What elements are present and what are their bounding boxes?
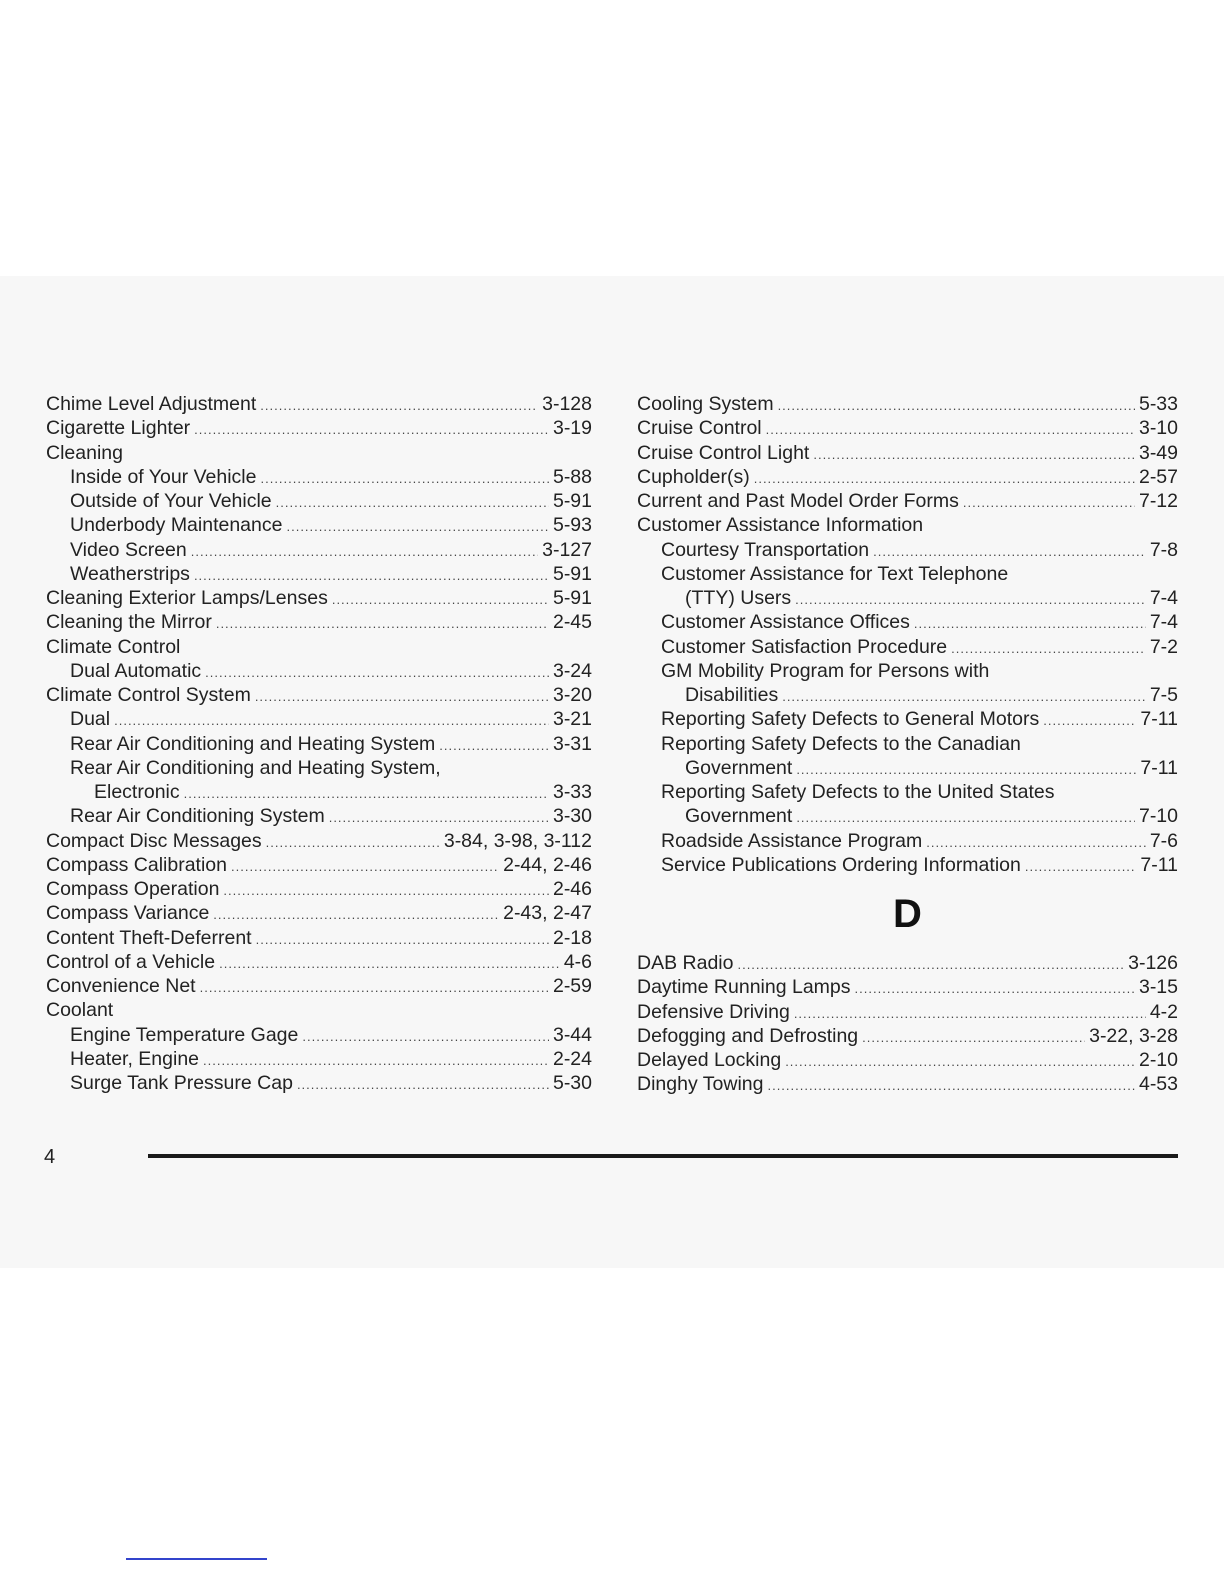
entry-page-reference: 3-126 — [1128, 952, 1178, 974]
index-entry — [46, 513, 592, 537]
entry-term: Underbody Maintenance — [70, 514, 283, 537]
entry-term: Defogging and Defrosting — [637, 1024, 859, 1047]
entry-term: Customer Assistance for Text Telephone — [661, 562, 1009, 585]
entry-page-reference: 3-30 — [552, 805, 592, 828]
entry-term: Cleaning — [46, 441, 123, 464]
index-entry — [637, 1048, 1178, 1072]
entry-term: Dual — [70, 708, 111, 731]
index-entry — [46, 732, 592, 756]
dot-leader — [203, 1049, 549, 1073]
dot-leader — [1043, 709, 1136, 733]
index-group-c — [637, 392, 1178, 877]
index-entry — [637, 416, 1178, 440]
dot-leader — [219, 952, 560, 976]
dot-leader — [767, 1074, 1135, 1098]
entry-page-reference: 2-45 — [552, 611, 592, 634]
dot-leader — [216, 612, 549, 636]
entry-page-reference: 5-91 — [552, 587, 592, 609]
dot-leader — [796, 806, 1135, 830]
dot-leader — [297, 1073, 549, 1097]
index-entry — [637, 780, 1178, 804]
index-entry — [637, 1024, 1178, 1048]
entry-term: Cleaning the Mirror — [46, 611, 212, 634]
entry-page-reference: 4-2 — [1149, 1000, 1178, 1023]
index-entry — [46, 901, 592, 925]
entry-term: Roadside Assistance Program — [661, 829, 923, 852]
entry-page-reference: 3-19 — [552, 417, 592, 440]
index-entry — [46, 441, 592, 465]
index-entry — [637, 659, 1178, 683]
index-entry — [46, 974, 592, 998]
index-entry — [46, 829, 592, 853]
dot-leader — [231, 855, 499, 879]
index-entry — [637, 853, 1178, 877]
dot-leader — [213, 903, 499, 927]
entry-term: Climate Control System — [46, 684, 251, 706]
index-entry — [46, 804, 592, 828]
index-entry — [637, 513, 1178, 537]
index-entry — [46, 562, 592, 586]
dot-leader — [260, 467, 548, 491]
entry-term: (TTY) Users — [685, 587, 792, 609]
entry-term: Compass Calibration — [46, 853, 227, 876]
entry-term: Compass Variance — [46, 902, 210, 925]
entry-page-reference: 7-4 — [1149, 587, 1178, 609]
entry-term: Surge Tank Pressure Cap — [70, 1072, 293, 1094]
entry-term: Current and Past Model Order Forms — [637, 490, 959, 512]
entry-page-reference: 5-88 — [552, 465, 592, 488]
entry-term: Customer Satisfaction Procedure — [661, 635, 948, 658]
entry-term: Daytime Running Lamps — [637, 976, 851, 999]
entry-term: DAB Radio — [637, 952, 734, 974]
entry-page-reference: 3-127 — [542, 538, 592, 561]
entry-page-reference: 4-6 — [563, 950, 592, 973]
page-number: 4 — [44, 1146, 56, 1168]
dot-leader — [256, 928, 549, 952]
index-entry — [637, 538, 1178, 562]
dot-leader — [260, 394, 538, 418]
dot-leader — [302, 1025, 549, 1049]
index-entry — [637, 392, 1178, 416]
entry-page-reference: 3-21 — [552, 708, 592, 731]
index-entry — [46, 756, 592, 780]
index-column-left — [46, 392, 592, 1095]
dot-leader — [194, 564, 549, 588]
entry-term: Rear Air Conditioning System — [70, 805, 325, 828]
entry-page-reference: 2-24 — [552, 1047, 592, 1070]
dot-leader — [737, 953, 1124, 977]
entry-term: Rear Air Conditioning and Heating System — [70, 732, 436, 755]
dot-leader — [266, 831, 440, 855]
index-entry — [637, 610, 1178, 634]
dot-leader — [873, 540, 1146, 564]
entry-term: Cruise Control Light — [637, 441, 810, 464]
index-entry — [637, 586, 1178, 610]
entry-term: Dinghy Towing — [637, 1073, 764, 1096]
entry-page-reference: 2-44, 2-46 — [503, 853, 592, 876]
entry-page-reference: 5-30 — [552, 1072, 592, 1094]
entry-term: Video Screen — [70, 538, 187, 561]
entry-term: Cooling System — [637, 393, 774, 415]
entry-page-reference: 4-53 — [1138, 1073, 1178, 1096]
dot-leader — [191, 540, 538, 564]
index-entry — [637, 804, 1178, 828]
dot-leader — [184, 782, 549, 806]
entry-term: Electronic — [94, 781, 180, 803]
entry-page-reference: 7-11 — [1140, 853, 1178, 876]
entry-page-reference: 5-91 — [552, 562, 592, 585]
entry-page-reference: 5-33 — [1138, 393, 1178, 415]
entry-term: Government — [685, 756, 793, 779]
dot-leader — [951, 637, 1146, 661]
entry-term: Cleaning Exterior Lamps/Lenses — [46, 587, 328, 609]
index-entry — [46, 538, 592, 562]
index-entry — [46, 780, 592, 804]
entry-page-reference: 2-43, 2-47 — [503, 902, 592, 925]
index-entry — [46, 877, 592, 901]
index-entry — [46, 610, 592, 634]
index-entry — [46, 998, 592, 1022]
entry-term: Government — [685, 805, 793, 828]
entry-page-reference: 2-59 — [552, 975, 592, 997]
dot-leader — [862, 1026, 1085, 1050]
entry-page-reference: 2-18 — [552, 926, 592, 949]
entry-term: Disabilities — [685, 684, 779, 706]
index-entry — [637, 951, 1178, 975]
index-entry — [637, 975, 1178, 999]
dot-leader — [796, 758, 1136, 782]
entry-term: GM Mobility Program for Persons with — [661, 659, 990, 682]
index-entry — [637, 635, 1178, 659]
index-entry — [637, 489, 1178, 513]
index-entry — [46, 926, 592, 950]
entry-term: Engine Temperature Gage — [70, 1023, 299, 1046]
entry-term: Courtesy Transportation — [661, 538, 870, 561]
index-entry — [46, 683, 592, 707]
entry-page-reference: 3-31 — [552, 732, 592, 755]
entry-page-reference: 7-8 — [1149, 538, 1178, 561]
bottom-link-underline — [126, 1558, 267, 1560]
dot-leader — [1025, 855, 1137, 879]
index-entry — [46, 416, 592, 440]
entry-term: Rear Air Conditioning and Heating System, — [70, 756, 441, 779]
entry-page-reference: 7-5 — [1149, 684, 1178, 706]
dot-leader — [795, 588, 1146, 612]
entry-term: Customer Assistance Information — [637, 514, 924, 537]
index-entry — [637, 732, 1178, 756]
dot-leader — [276, 491, 549, 515]
entry-page-reference: 3-22, 3-28 — [1089, 1024, 1178, 1047]
dot-leader — [963, 491, 1135, 515]
entry-term: Convenience Net — [46, 975, 196, 997]
dot-leader — [926, 831, 1146, 855]
index-column-right — [637, 392, 1178, 1097]
entry-term: Outside of Your Vehicle — [70, 490, 272, 512]
dot-leader — [754, 467, 1135, 491]
index-entry — [637, 756, 1178, 780]
entry-term: Chime Level Adjustment — [46, 393, 257, 415]
dot-leader — [813, 443, 1135, 467]
entry-term: Delayed Locking — [637, 1049, 782, 1071]
entry-term: Reporting Safety Defects to the Canadian — [661, 732, 1021, 755]
entry-term: Defensive Driving — [637, 1000, 790, 1023]
index-entry — [637, 829, 1178, 853]
entry-page-reference: 3-128 — [542, 393, 592, 415]
entry-page-reference: 3-33 — [552, 781, 592, 803]
index-entry — [46, 1071, 592, 1095]
index-entry — [46, 1047, 592, 1071]
entry-term: Service Publications Ordering Information — [661, 853, 1021, 876]
entry-page-reference: 3-44 — [552, 1023, 592, 1046]
dot-leader — [794, 1002, 1146, 1026]
index-entry — [637, 707, 1178, 731]
entry-page-reference: 3-15 — [1138, 976, 1178, 999]
entry-term: Dual Automatic — [70, 659, 202, 682]
dot-leader — [439, 734, 549, 758]
dot-leader — [194, 418, 549, 442]
dot-leader — [255, 685, 549, 709]
dot-leader — [855, 977, 1135, 1001]
entry-term: Climate Control — [46, 635, 181, 658]
dot-leader — [205, 661, 549, 685]
dot-leader — [785, 1050, 1135, 1074]
index-entry — [46, 707, 592, 731]
index-entry — [637, 562, 1178, 586]
dot-leader — [778, 394, 1135, 418]
entry-page-reference: 2-46 — [552, 878, 592, 900]
entry-term: Reporting Safety Defects to General Motors — [661, 708, 1040, 731]
entry-term: Content Theft-Deferrent — [46, 926, 252, 949]
index-entry — [637, 1000, 1178, 1024]
entry-term: Cruise Control — [637, 417, 762, 440]
entry-page-reference: 2-10 — [1138, 1049, 1178, 1071]
index-entry — [46, 950, 592, 974]
dot-leader — [914, 612, 1146, 636]
entry-term: Weatherstrips — [70, 562, 190, 585]
index-entry — [637, 1072, 1178, 1096]
index-entry — [46, 635, 592, 659]
entry-term: Inside of Your Vehicle — [70, 465, 257, 488]
entry-page-reference: 7-10 — [1138, 805, 1178, 828]
entry-term: Coolant — [46, 999, 114, 1022]
entry-page-reference: 7-12 — [1138, 490, 1178, 512]
entry-term: Compact Disc Messages — [46, 829, 262, 852]
entry-page-reference: 5-91 — [552, 490, 592, 512]
dot-leader — [766, 418, 1135, 442]
entry-page-reference: 3-10 — [1138, 417, 1178, 440]
entry-page-reference: 7-4 — [1149, 611, 1178, 634]
entry-page-reference: 7-11 — [1140, 756, 1178, 779]
dot-leader — [782, 685, 1146, 709]
entry-term: Compass Operation — [46, 878, 220, 900]
dot-leader — [114, 709, 549, 733]
index-entry — [46, 586, 592, 610]
entry-page-reference: 5-93 — [552, 514, 592, 537]
section-letter-d: D — [893, 892, 922, 936]
entry-page-reference: 3-49 — [1138, 441, 1178, 464]
index-entry — [46, 489, 592, 513]
index-entry — [46, 392, 592, 416]
dot-leader — [223, 879, 549, 903]
index-group-d — [637, 951, 1178, 1097]
entry-term: Cigarette Lighter — [46, 417, 191, 440]
index-entry — [637, 683, 1178, 707]
entry-page-reference: 7-2 — [1149, 635, 1178, 658]
entry-page-reference: 7-6 — [1149, 829, 1178, 852]
dot-leader — [332, 588, 549, 612]
dot-leader — [329, 806, 549, 830]
index-entry — [46, 1023, 592, 1047]
dot-leader — [200, 976, 549, 1000]
index-entry — [46, 659, 592, 683]
index-entry — [637, 465, 1178, 489]
entry-page-reference: 3-84, 3-98, 3-112 — [443, 829, 592, 852]
entry-term: Heater, Engine — [70, 1047, 200, 1070]
index-entry — [46, 853, 592, 877]
entry-term: Customer Assistance Offices — [661, 611, 910, 634]
index-entry — [637, 441, 1178, 465]
entry-page-reference: 3-20 — [552, 684, 592, 706]
entry-page-reference: 2-57 — [1138, 465, 1178, 488]
entry-page-reference: 7-11 — [1140, 708, 1178, 731]
index-entry — [46, 465, 592, 489]
entry-term: Cupholder(s) — [637, 465, 750, 488]
footer-rule — [148, 1154, 1178, 1158]
entry-page-reference: 3-24 — [552, 659, 592, 682]
entry-term: Control of a Vehicle — [46, 950, 216, 973]
dot-leader — [286, 515, 548, 539]
entry-term: Reporting Safety Defects to the United States — [661, 781, 1055, 803]
